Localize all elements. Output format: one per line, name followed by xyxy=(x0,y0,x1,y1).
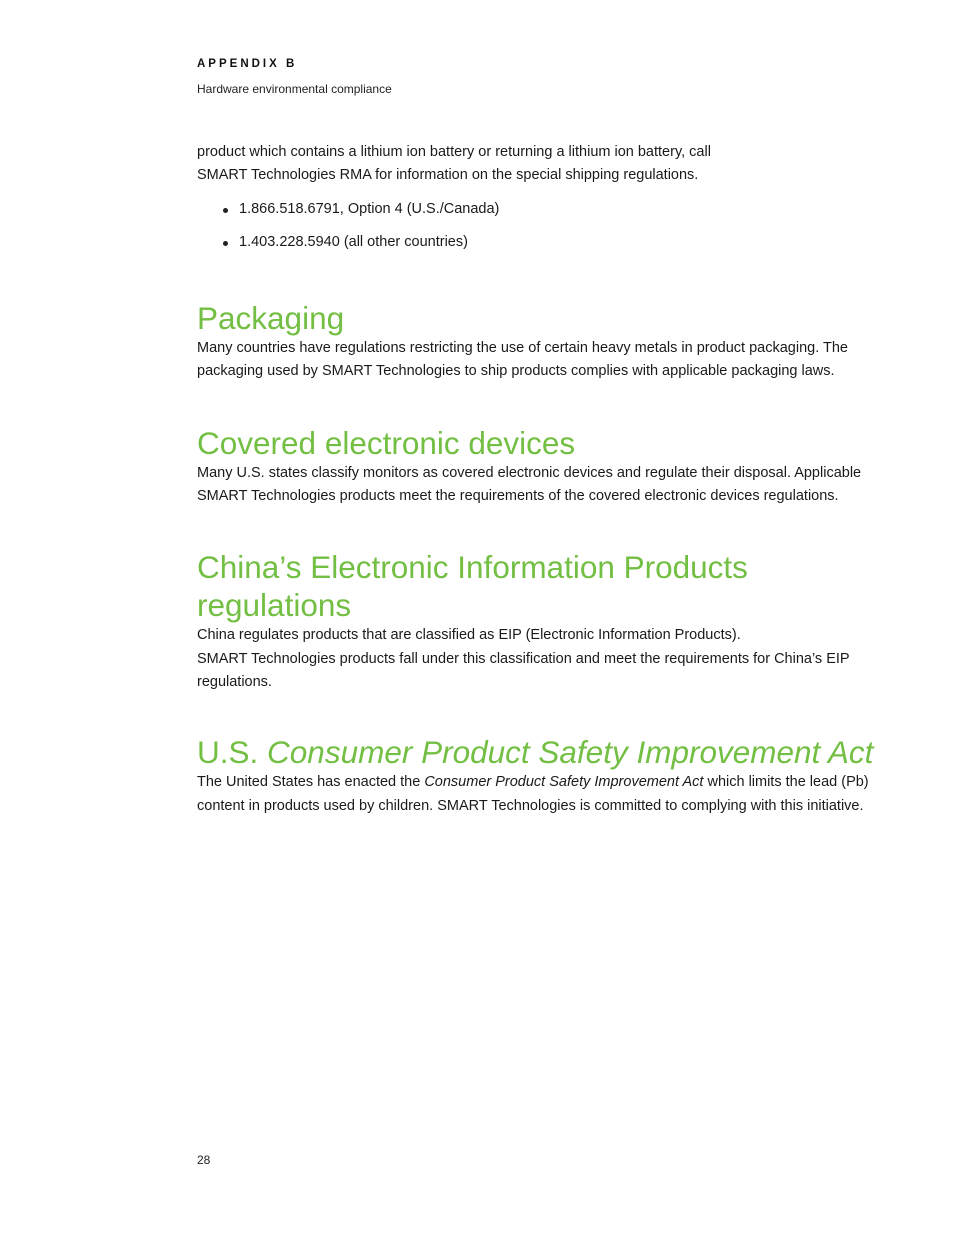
list-item: 1.403.228.5940 (all other countries) xyxy=(197,231,877,254)
cpsia-body xyxy=(197,771,877,818)
chapter-subtitle: Hardware environmental compliance xyxy=(197,82,392,96)
china-eip-heading-line-2: regulations xyxy=(197,587,352,624)
cpsia-heading-act-title: Consumer Product Safety Improvement Act xyxy=(267,734,874,771)
intro-line-1: product which contains a lithium ion battery or returning a lithium ion battery, call xyxy=(197,144,711,160)
china-eip-heading-line-1: China’s Electronic Information Products xyxy=(197,549,748,586)
china-eip-body xyxy=(197,624,877,694)
china-eip-body-line-2: SMART Technologies products fall under this classification and meet the requirements for China’s EIP regulations. xyxy=(197,650,850,690)
cpsia-heading xyxy=(197,733,877,771)
list-item: 1.866.518.6791, Option 4 (U.S./Canada) xyxy=(197,198,877,221)
intro-line-2: SMART Technologies RMA for information on the special shipping regulations. xyxy=(197,167,699,184)
cpsia-body-after: which limits the lead (Pb) content in products used by children. SMART Technologies is committed to complying with this initiative. xyxy=(197,774,869,814)
page-content xyxy=(197,141,877,818)
covered-devices-body: Many U.S. states classify monitors as covered electronic devices and regulate their disposal. Applicable SMART Technologies products meet the requirements of the covered electronic devices regulations. xyxy=(197,464,862,505)
cpsia-heading-prefix: U.S. xyxy=(197,734,259,771)
covered-devices-heading: Covered electronic devices xyxy=(197,424,576,461)
china-eip-body-line-1: China regulates products that are classified as EIP (Electronic Information Products). xyxy=(197,627,741,644)
cpsia-body-act-title: Consumer Product Safety Improvement Act xyxy=(424,774,704,791)
intro-paragraph xyxy=(197,141,877,188)
packaging-heading: Packaging xyxy=(197,300,345,337)
china-eip-heading xyxy=(197,548,877,624)
appendix-label: APPENDIX B xyxy=(197,58,298,70)
page-number: 28 xyxy=(197,1153,211,1167)
cpsia-body-before: The United States has enacted the xyxy=(197,774,421,791)
packaging-body: Many countries have regulations restricting the use of certain heavy metals in product packaging. The packaging used by SMART Technologies to ship products complies with applicable packaging laws. xyxy=(197,340,848,380)
phone-list xyxy=(197,198,877,255)
